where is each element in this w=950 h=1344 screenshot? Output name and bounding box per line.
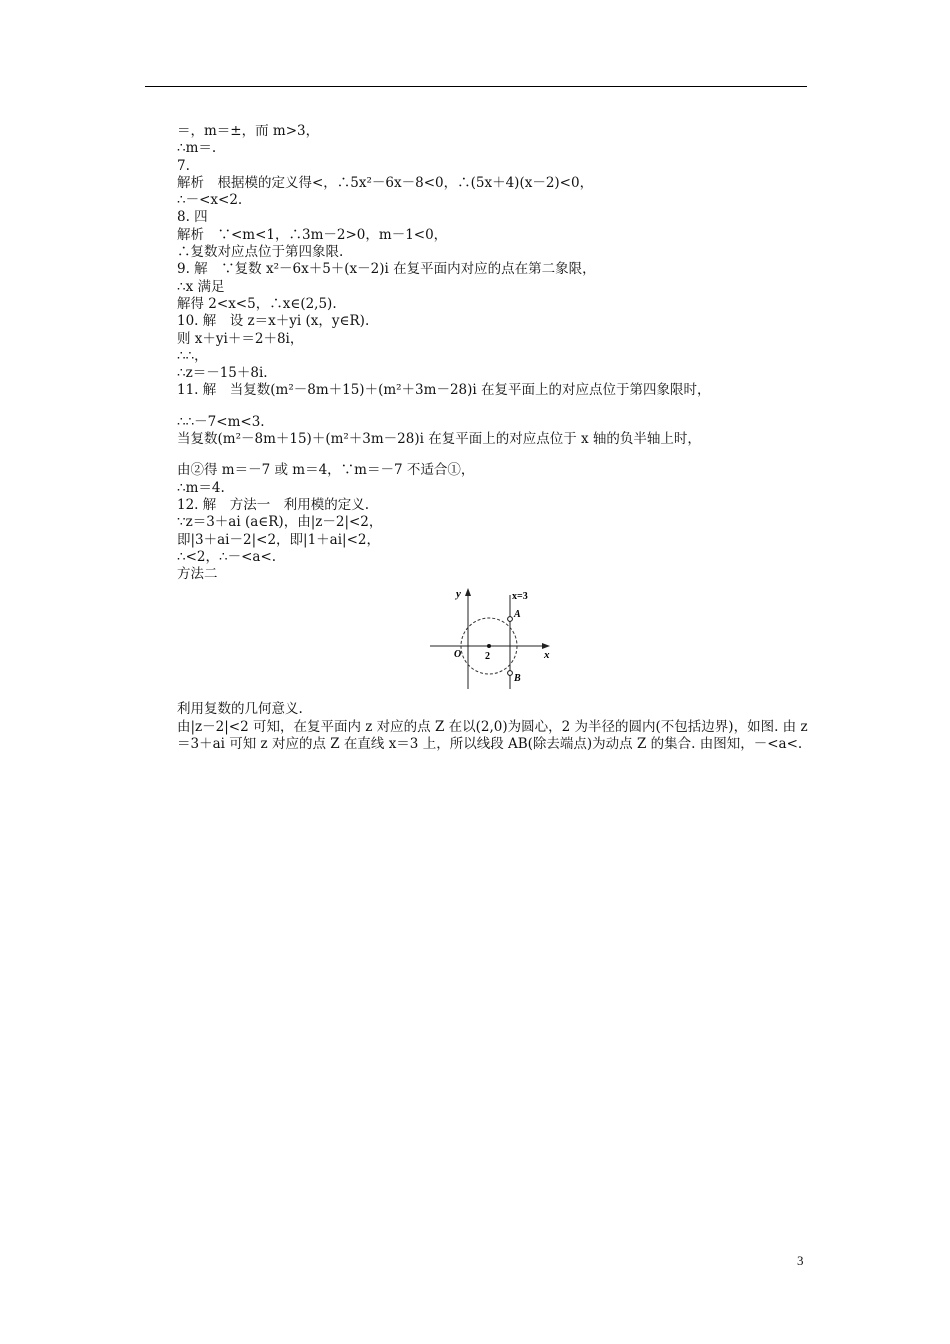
text-line: ＝，m＝±，而 m>3， bbox=[177, 123, 320, 139]
circle-diagram bbox=[177, 585, 809, 697]
text-line: 7. bbox=[177, 157, 190, 174]
text-line: 9. 解 ∵复数 x²－6x＋5＋(x－2)i 在复平面内对应的点在第二象限， bbox=[177, 261, 596, 278]
text-line: ∴z＝－15＋8i. bbox=[177, 365, 268, 382]
text-line: ∴∴－7<m<3. bbox=[177, 413, 265, 430]
text-line: ∴∴， bbox=[177, 347, 208, 364]
line-label: x=3 bbox=[512, 591, 528, 603]
point-a-marker bbox=[508, 617, 513, 622]
text-line: ∴m＝4. bbox=[177, 479, 225, 496]
diagram-svg bbox=[426, 585, 556, 693]
text-paragraph: 由|z－2|<2 可知，在复平面内 z 对应的点 Z 在以(2,0)为圆心，2 为半径的圆内(不包括边界)，如图. 由 z＝3＋ai 可知 z 对应的点 Z 在直线 x＝3 上，所以线段 AB(除去端点)为动点 Z 的集合. 由图知，－<a<. bbox=[177, 718, 808, 753]
text-line: 11. 解 当复数(m²－8m＋15)＋(m²＋3m－28)i 在复平面上的对应点位于第四象限时， bbox=[177, 382, 711, 399]
text-line: 当复数(m²－8m＋15)＋(m²＋3m－28)i 在复平面上的对应点位于 x 轴的负半轴上时， bbox=[177, 431, 701, 448]
origin-label: O bbox=[454, 649, 462, 661]
text-line: ∴<2，∴－<a<. bbox=[177, 548, 277, 565]
text-line: 10. 解 设 z＝x＋yi (x，y∈R). bbox=[177, 313, 370, 330]
point-b-label: B bbox=[514, 673, 521, 685]
text-line: ∴复数对应点位于第四象限. bbox=[177, 244, 344, 261]
text-line: 8. 四 bbox=[177, 209, 208, 226]
text-line: 则 x＋yi＋＝2＋8i， bbox=[177, 330, 304, 347]
text-line: 解析 根据模的定义得<，∴5x²－6x－8<0，∴(5x＋4)(x－2)<0， bbox=[177, 174, 594, 191]
center-label: 2 bbox=[485, 651, 490, 663]
text-line: 由②得 m＝－7 或 m＝4，∵m＝－7 不适合①， bbox=[177, 462, 475, 479]
solution-content bbox=[177, 123, 809, 753]
page-number: 3 bbox=[797, 1253, 804, 1268]
text-line: ∴－<x<2. bbox=[177, 192, 243, 209]
text-line: 12. 解 方法一 利用模的定义. bbox=[177, 496, 370, 513]
text-line: 利用复数的几何意义. bbox=[177, 701, 303, 718]
point-b-marker bbox=[508, 671, 513, 676]
text-line: 方法二 bbox=[177, 566, 218, 583]
x-axis-label: x bbox=[544, 649, 550, 662]
text-line: 解得 2<x<5，∴x∈(2,5). bbox=[177, 295, 337, 312]
y-axis-arrow bbox=[465, 588, 471, 596]
point-a-label: A bbox=[514, 609, 521, 621]
header-rule bbox=[145, 86, 807, 87]
text-line: ∴m＝. bbox=[177, 140, 217, 157]
center-point bbox=[487, 644, 491, 648]
text-line: ∴x 满足 bbox=[177, 278, 225, 295]
text-line: 即|3＋ai－2|<2，即|1＋ai|<2， bbox=[177, 531, 380, 548]
text-line: 解析 ∵<m<1，∴3m－2>0，m－1<0， bbox=[177, 226, 448, 243]
y-axis-label: y bbox=[456, 588, 461, 601]
text-line: ∵z＝3＋ai (a∈R)，由|z－2|<2， bbox=[177, 514, 383, 531]
spacer bbox=[177, 448, 809, 462]
spacer bbox=[177, 400, 809, 414]
